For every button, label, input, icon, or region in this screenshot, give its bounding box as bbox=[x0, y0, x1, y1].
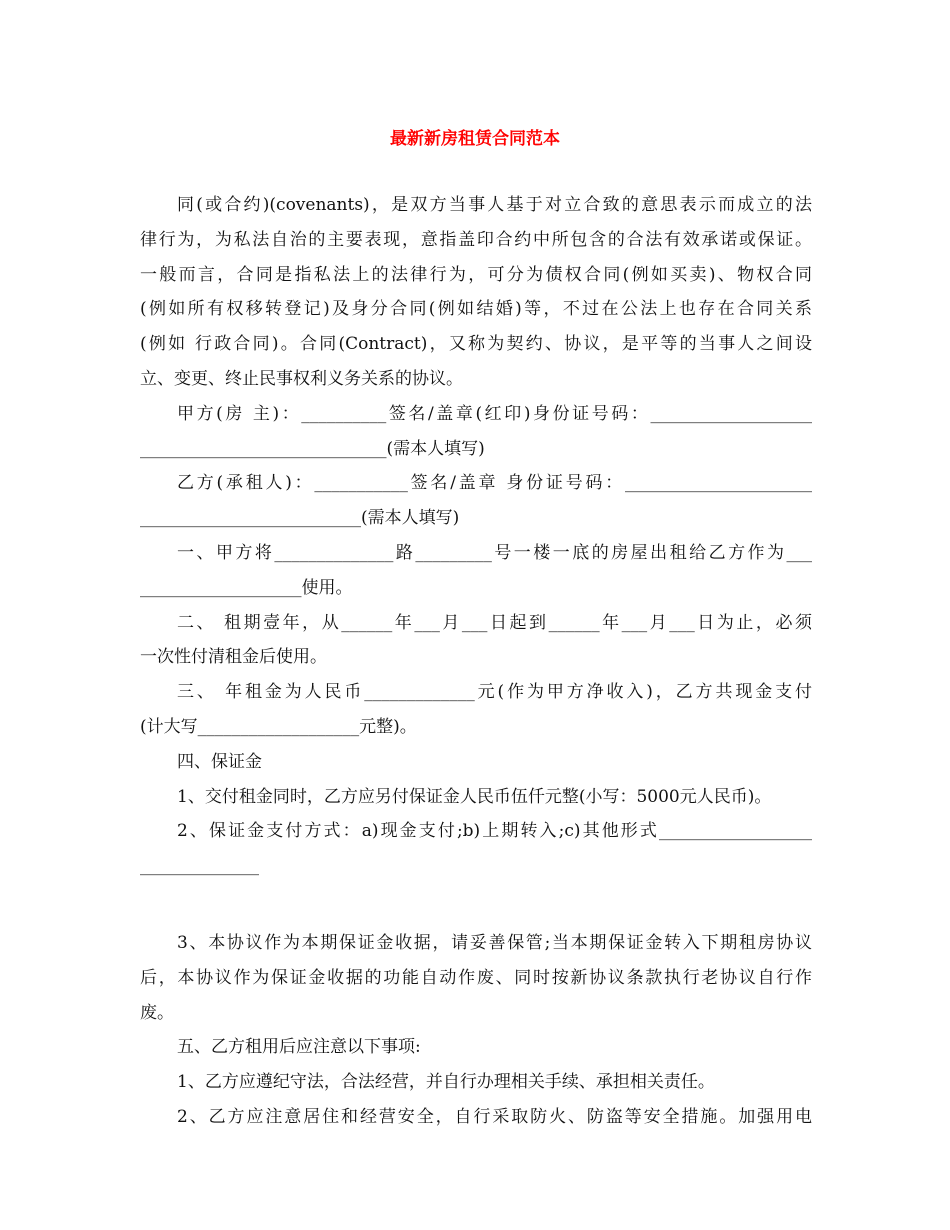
document-title: 最新新房租赁合同范本 bbox=[390, 129, 560, 149]
clause-line: 2、乙方应注意居住和经营安全，自行采取防火、防盗等安全措施。加强用电 bbox=[177, 1106, 812, 1127]
clause-line: 1、乙方应遵纪守法，合法经营，并自行办理相关手续、承担相关责任。 bbox=[177, 1072, 715, 1093]
clause-line: 一次性付清租金后使用。 bbox=[140, 647, 327, 668]
document-body bbox=[140, 188, 812, 1135]
paragraph-line: (例如所有权移转登记)及身分合同(例如结婚)等，不过在公法上也存在合同关系 bbox=[140, 299, 812, 320]
section-heading: 五、乙方租用后应注意以下事项: bbox=[177, 1037, 421, 1058]
clause-line: ______________ bbox=[140, 856, 259, 877]
paragraph-line: 同(或合约)(covenants)，是双方当事人基于对立合致的意思表示而成立的法 bbox=[177, 195, 812, 215]
clause-line: 后，本协议作为保证金收据的功能自动作废、同时按新协议条款执行老协议自行作 bbox=[140, 967, 812, 988]
party-a-line: 甲方(房 主)：__________签名/盖章(红印)身份证号码：___________________ bbox=[177, 403, 812, 424]
party-b-line: __________________________(需本人填写) bbox=[140, 508, 460, 529]
spacer bbox=[140, 884, 812, 926]
party-a-line: _____________________________(需本人填写) bbox=[140, 438, 485, 459]
paragraph-line: 律行为，为私法自治的主要表现，意指盖印合约中所包含的合法有效承诺或保证。 bbox=[140, 229, 812, 250]
party-b-line: 乙方(承租人)：___________签名/盖章 身份证号码：______________________ bbox=[177, 473, 812, 494]
clause-line: 一、甲方将______________路_________号一楼一底的房屋出租给乙方作为___ bbox=[177, 542, 812, 563]
clause-line: 二、 租期壹年，从______年___月___日起到______年___月___日为止，必须 bbox=[177, 612, 812, 633]
paragraph-line: (例如 行政合同)。合同(Contract)，又称为契约、协议，是平等的当事人之间设 bbox=[140, 334, 812, 355]
clause-line: (计大写___________________元整)。 bbox=[140, 716, 417, 737]
clause-line: 废。 bbox=[140, 1002, 174, 1023]
clause-line: 3、本协议作为本期保证金收据，请妥善保管;当本期保证金转入下期租房协议 bbox=[177, 932, 812, 953]
clause-line: 2、保证金支付方式：a)现金支付;b)上期转入;c)其他形式__________________ bbox=[177, 821, 812, 842]
paragraph-line: 一般而言，合同是指私法上的法律行为，可分为债权合同(例如买卖)、物权合同 bbox=[140, 264, 812, 285]
clause-line: ___________________使用。 bbox=[140, 577, 353, 598]
paragraph-line: 立、变更、终止民事权利义务关系的协议。 bbox=[140, 368, 463, 389]
clause-line: 1、交付租金同时，乙方应另付保证金人民币伍仟元整(小写：5000元人民币)。 bbox=[177, 786, 772, 807]
section-heading: 四、保证金 bbox=[177, 751, 262, 772]
clause-line: 三、 年租金为人民币_____________元(作为甲方净收入)，乙方共现金支付 bbox=[177, 682, 812, 703]
